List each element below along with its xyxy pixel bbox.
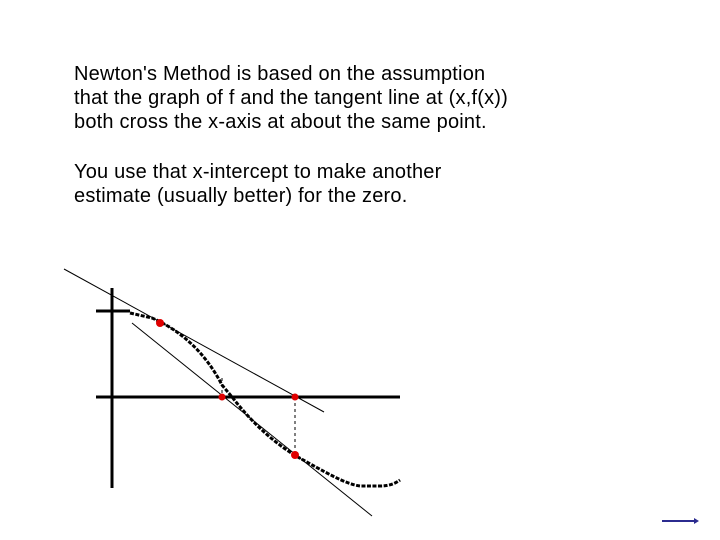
explanation-paragraph-1: Newton's Method is based on the assumption that the graph of f and the tangent line at (x,f(x)) both cross the x-axis at about the same point.: [74, 63, 508, 133]
x-intercept-point-1: [219, 394, 226, 401]
x-intercept-point-2: [292, 394, 299, 401]
next-arrow-icon[interactable]: [660, 516, 700, 526]
point-on-curve-2: [291, 451, 299, 459]
point-on-curve-1: [156, 319, 164, 327]
explanation-paragraph-2: You use that x-intercept to make another estimate (usually better) for the zero.: [74, 161, 442, 207]
function-curve: [130, 313, 400, 486]
tangent-line-2: [132, 323, 372, 516]
tangent-line-1: [64, 269, 324, 412]
